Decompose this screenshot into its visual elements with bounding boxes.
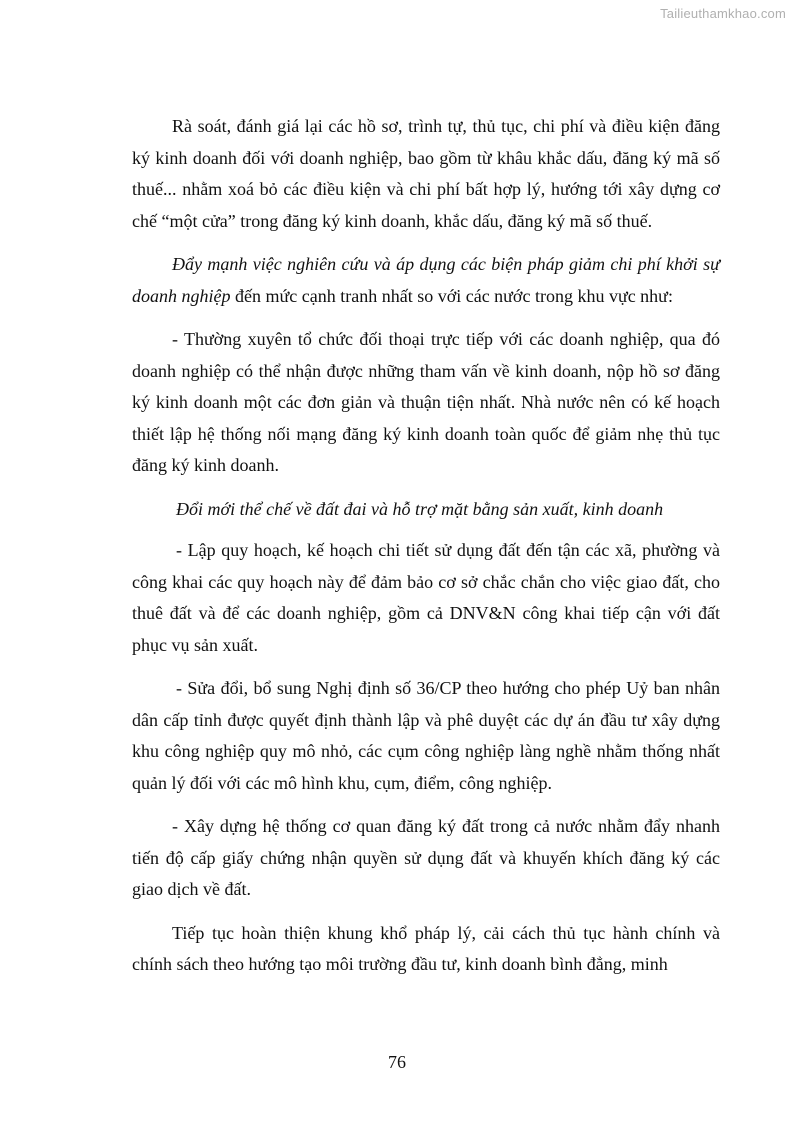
site-watermark: Tailieuthamkhao.com xyxy=(660,6,786,21)
paragraph-land-registry: - Xây dựng hệ thống cơ quan đăng ký đất trong cả nước nhằm đẩy nhanh tiến độ cấp giấy chứng nhận quyền sử dụng đất và khuyến khích đăng ký các giao dịch về đất. xyxy=(132,816,720,899)
paragraph-land-planning: - Lập quy hoạch, kế hoạch chi tiết sử dụng đất đến tận các xã, phường và công khai các quy hoạch này để đảm bảo cơ sở chắc chắn cho việc giao đất, cho thuê đất và để các doanh nghiệp, gồm cả DNV&N công khai tiếp cận với đất phục vụ sản xuất. xyxy=(132,540,720,655)
paragraph-legal-framework: Tiếp tục hoàn thiện khung khổ pháp lý, cải cách thủ tục hành chính và chính sách theo hướng tạo môi trường đầu tư, kinh doanh bình đẳng, minh xyxy=(132,922,720,974)
paragraph-decree-amendment: - Sửa đổi, bổ sung Nghị định số 36/CP theo hướng cho phép Uỷ ban nhân dân cấp tỉnh được quyết định thành lập và phê duyệt các dự án đầu tư xây dựng khu công nghiệp quy mô nhỏ, các cụm công nghiệp làng nghề nhằm thống nhất quản lý đối với các mô hình khu, cụm, điểm, công nghiệp. xyxy=(132,678,720,793)
paragraph-registration-review: Rà soát, đánh giá lại các hồ sơ, trình tự, thủ tục, chi phí và điều kiện đăng ký kinh doanh đối với doanh nghiệp, bao gồm từ khâu khắc dấu, đăng ký mã số thuế... nhằm xoá bỏ các điều kiện và chi phí bất hợp lý, hướng tới xây dựng cơ chế “một cửa” trong đăng ký kinh doanh, khắc dấu, đăng ký mã số thuế. xyxy=(132,116,720,231)
page-number: 76 xyxy=(388,1052,406,1072)
paragraph-startup-cost-rest: đến mức cạnh tranh nhất so với các nước trong khu vực như: xyxy=(230,285,673,306)
paragraph-dialogue: - Thường xuyên tổ chức đối thoại trực tiếp với các doanh nghiệp, qua đó doanh nghiệp có thể nhận được những tham vấn về kinh doanh, nộp hồ sơ đăng ký kinh doanh một các đơn giản và thuận tiện nhất. Nhà nước nên có kế hoạch thiết lập hệ thống nối mạng đăng ký kinh doanh toàn quốc để giảm nhẹ thủ tục đăng ký kinh doanh. xyxy=(132,329,720,475)
paragraph-startup-cost-italic: Đẩy mạnh việc nghiên cứu và áp dụng các biện pháp giảm chi phí khởi sự doanh nghiệp xyxy=(132,254,720,306)
paragraph-startup-cost xyxy=(132,249,720,312)
page-body xyxy=(132,111,720,993)
section-heading-land: Đổi mới thể chế về đất đai và hỗ trợ mặt bằng sản xuất, kinh doanh xyxy=(176,498,664,519)
